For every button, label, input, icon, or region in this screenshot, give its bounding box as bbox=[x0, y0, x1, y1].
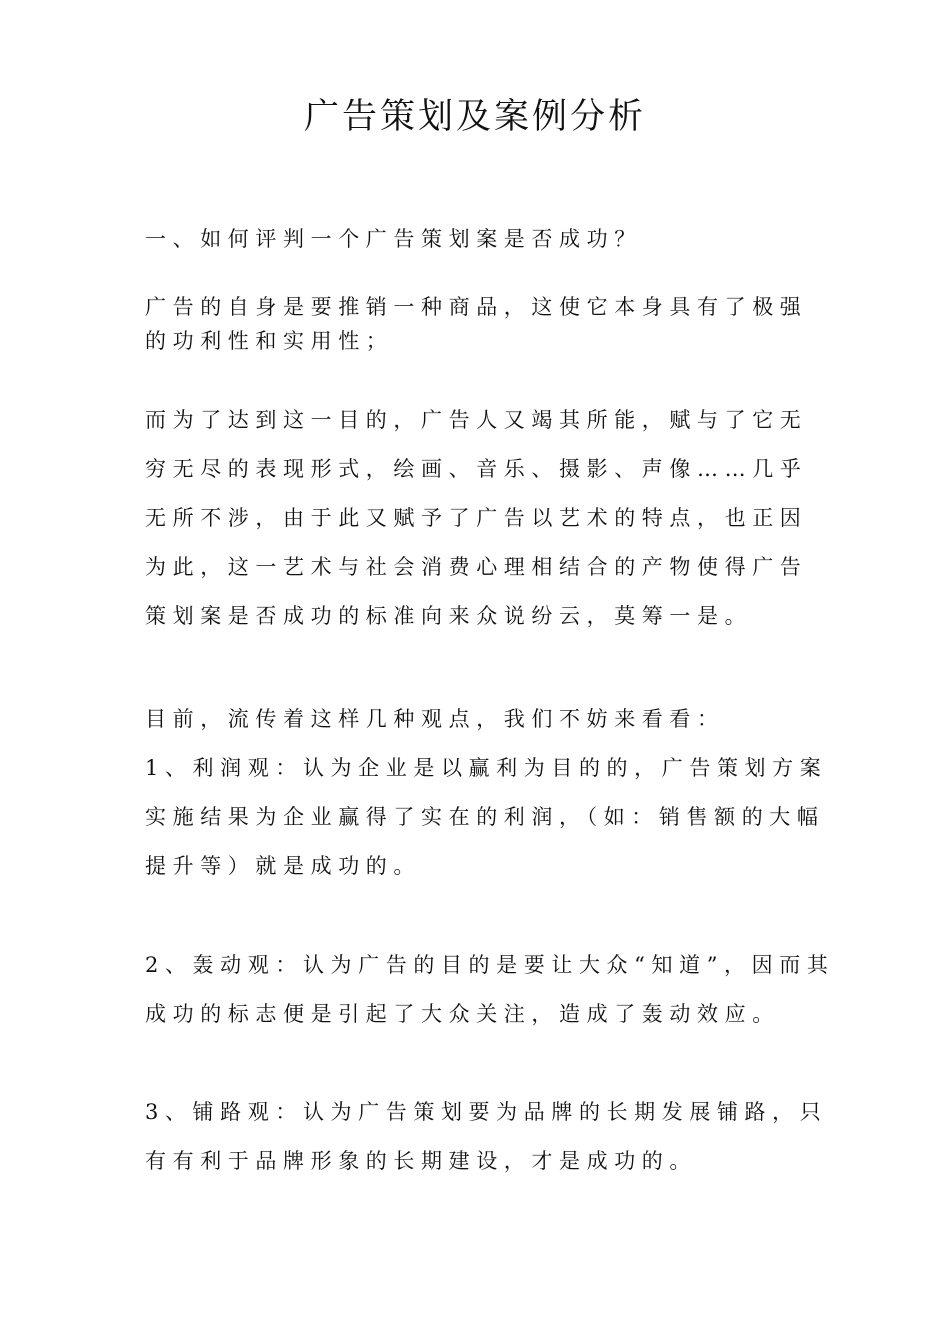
paragraph-3-line: 提升等）就是成功的。 bbox=[145, 854, 421, 878]
paragraph-3-line: 实施结果为企业赢得了实在的利润，（如：销售额的大幅 bbox=[145, 805, 825, 829]
paragraph-3 bbox=[145, 695, 828, 891]
paragraph-2-line: 为此，这一艺术与社会消费心理相结合的产物使得广告 bbox=[145, 555, 808, 579]
paragraph-1-line: 广告的自身是要推销一种商品，这使它本身具有了极强 bbox=[145, 295, 808, 319]
paragraph-2-line: 策划案是否成功的标准向来众说纷云，莫筹一是。 bbox=[145, 604, 753, 628]
paragraph-2-line: 无所不涉，由于此又赋予了广告以艺术的特点，也正因 bbox=[145, 506, 808, 530]
document-title: 广告策划及案例分析 bbox=[303, 97, 646, 137]
paragraph-4 bbox=[145, 941, 835, 1039]
paragraph-4-line: 2、轰动观：认为广告的目的是要让大众“知道”，因而其 bbox=[145, 953, 835, 977]
paragraph-5-line: 3、铺路观：认为广告策划要为品牌的长期发展铺路，只 bbox=[145, 1100, 828, 1124]
paragraph-1-line: 的功利性和实用性； bbox=[145, 329, 394, 353]
paragraph-5-line: 有有利于品牌形象的长期建设，才是成功的。 bbox=[145, 1149, 697, 1173]
paragraph-5 bbox=[145, 1088, 828, 1186]
section-heading: 一、如何评判一个广告策划案是否成功？ bbox=[145, 227, 642, 251]
paragraph-3-line: 1、利润观：认为企业是以赢利为目的的，广告策划方案 bbox=[145, 756, 828, 780]
paragraph-3-line: 目前，流传着这样几种观点，我们不妨来看看： bbox=[145, 707, 725, 731]
paragraph-2 bbox=[145, 396, 808, 641]
paragraph-4-line: 成功的标志便是引起了大众关注，造成了轰动效应。 bbox=[145, 1002, 780, 1026]
paragraph-1 bbox=[145, 290, 808, 358]
paragraph-2-line: 而为了达到这一目的，广告人又竭其所能，赋与了它无 bbox=[145, 408, 808, 432]
paragraph-2-line: 穷无尽的表现形式，绘画、音乐、摄影、声像……几乎 bbox=[145, 457, 808, 481]
